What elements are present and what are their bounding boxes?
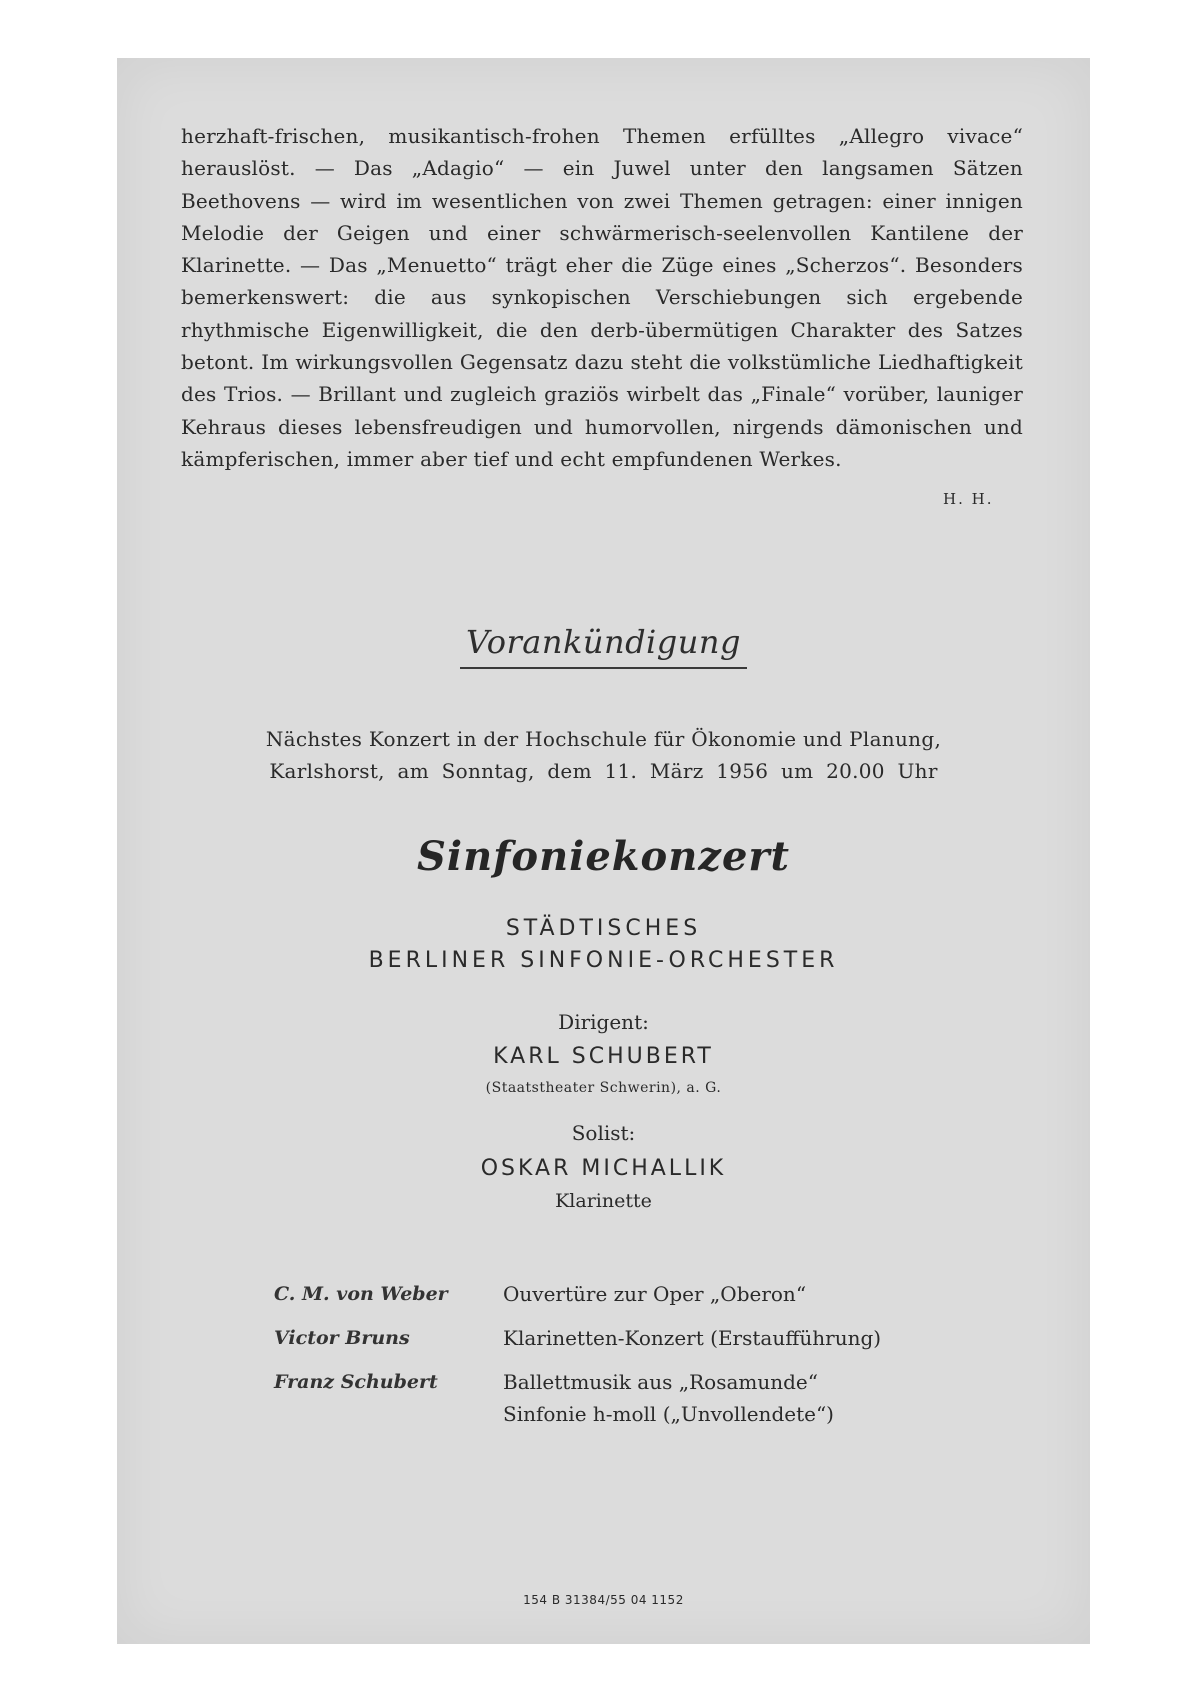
- orchestra-line-1: STÄDTISCHES: [505, 916, 702, 941]
- announcement-heading: [117, 623, 1090, 669]
- next-concert-info: [117, 723, 1090, 787]
- work-title: Sinfonie h-moll („Unvollendete“): [503, 1402, 834, 1426]
- program-item: [274, 1366, 974, 1430]
- orchestra-name: [117, 913, 1090, 977]
- composer-name: C. M. von Weber: [274, 1283, 448, 1305]
- program-item: [274, 1278, 974, 1310]
- orchestra-line-2: BERLINER SINFONIE-ORCHESTER: [368, 948, 839, 973]
- composer-name: Franz Schubert: [274, 1371, 438, 1393]
- work-title: Ouvertüre zur Oper „Oberon“: [503, 1282, 807, 1306]
- conductor-label: Dirigent:: [558, 1010, 649, 1034]
- program-item: [274, 1322, 974, 1354]
- program-works: [503, 1278, 974, 1310]
- next-concert-date: Karlshorst, am Sonntag, dem 11. März 1956 um 20.00 Uhr: [269, 759, 938, 783]
- work-title: Ballettmusik aus „Rosamunde“: [503, 1370, 818, 1394]
- program-list: [274, 1278, 974, 1442]
- soloist-instrument: Klarinette: [555, 1190, 652, 1212]
- soloist-label: Solist:: [571, 1121, 636, 1145]
- next-concert-venue: Nächstes Konzert in der Hochschule für Ökonomie und Planung,: [265, 727, 942, 751]
- concert-title: Sinfoniekonzert: [417, 833, 790, 880]
- work-title: Klarinetten-Konzert (Erstaufführung): [503, 1326, 882, 1350]
- soloist-name: OSKAR MICHALLIK: [480, 1156, 727, 1181]
- conductor-note: (Staatstheater Schwerin), a. G.: [485, 1080, 722, 1096]
- program-works: [503, 1322, 974, 1354]
- article-paragraph: herzhaft-frischen, musikantisch-frohen Themen erfülltes „Allegro vivace“ herauslöst. — Das „Adagio“ — ein Juwel unter den langsamen Sätzen Beethovens — wird im wesentlichen von zwei Themen getragen: einer innigen Melodie der Geigen und einer schwärmerisch-seelenvollen Kantilene der Klarinette. — Das „Menuetto“ trägt eher die Züge eines „Scherzos“. Besonders bemerkenswert: die aus synkopischen Verschiebungen sich ergebende rhythmische Eigenwilligkeit, die den derb-übermütigen Charakter des Satzes betont. Im wirkungsvollen Gegensatz dazu steht die volkstümliche Liedhaftigkeit des Trios. — Brillant und zugleich graziös wirbelt das „Finale“ vorüber, launiger Kehraus dieses lebensfreudigen und humorvollen, nirgends dämonischen und kämpferischen, immer aber tief und echt empfundenen Werkes.: [181, 124, 1023, 471]
- printer-code: 154 B 31384/55 04 1152: [523, 1593, 684, 1607]
- author-initials: H. H.: [943, 490, 994, 508]
- program-page: [117, 58, 1090, 1644]
- composer-name: Victor Bruns: [274, 1327, 410, 1349]
- program-works: [503, 1366, 974, 1430]
- announcement-title: Vorankündigung: [460, 623, 747, 669]
- conductor-name: KARL SCHUBERT: [493, 1044, 714, 1069]
